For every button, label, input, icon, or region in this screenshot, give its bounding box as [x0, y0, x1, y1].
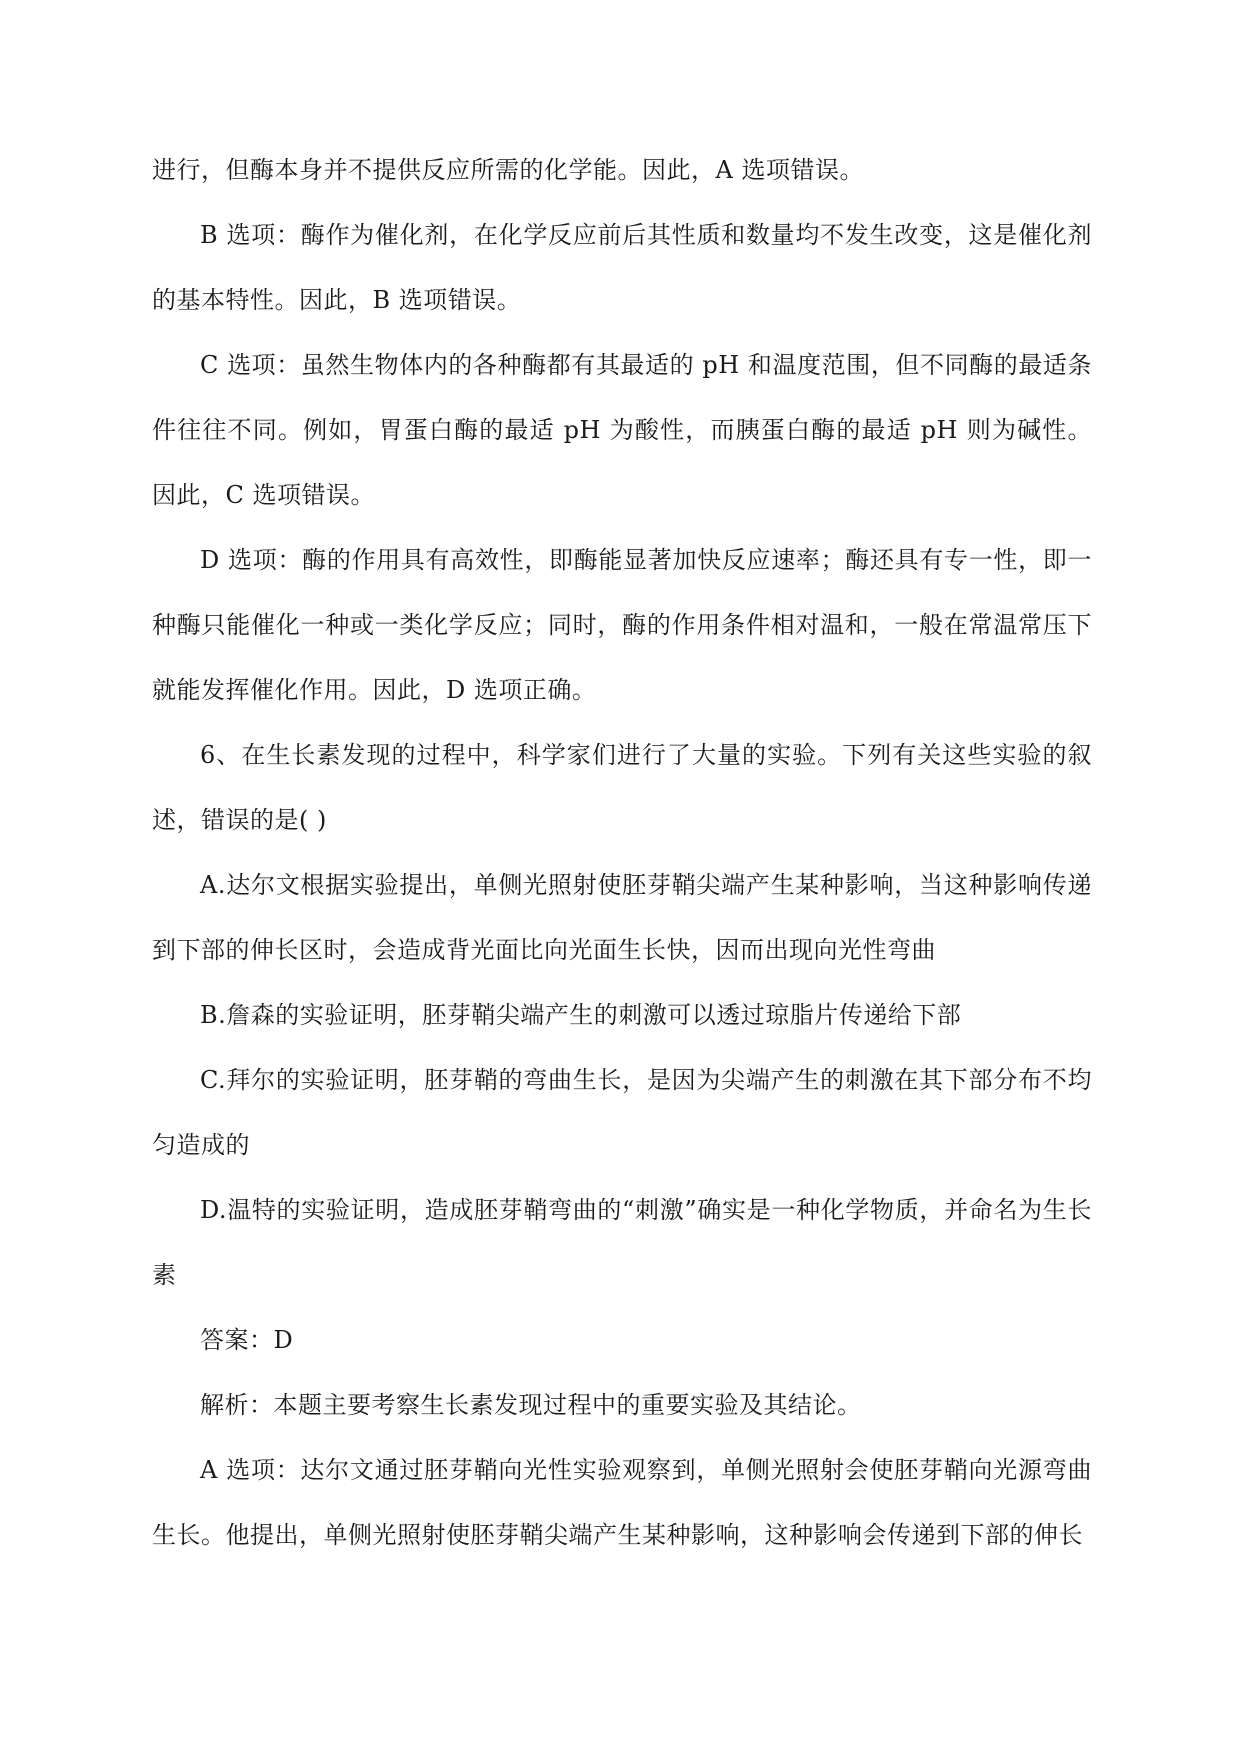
document-body: [152, 138, 1092, 1568]
paragraph-b-option: B 选项：酶作为催化剂，在化学反应前后其性质和数量均不发生改变，这是催化剂的基本特性。因此，B 选项错误。: [152, 221, 1092, 314]
question-6-choice-b: B.詹森的实验证明，胚芽鞘尖端产生的刺激可以透过琼脂片传递给下部: [200, 1001, 962, 1029]
paragraph-c-option: C 选项：虽然生物体内的各种酶都有其最适的 pH 和温度范围，但不同酶的最适条件往往不同。例如，胃蛋白酶的最适 pH 为酸性，而胰蛋白酶的最适 pH 则为碱性。因此，C 选项错误。: [152, 351, 1092, 509]
question-6-choice-c: C.拜尔的实验证明，胚芽鞘的弯曲生长，是因为尖端产生的刺激在其下部分布不均匀造成的: [152, 1066, 1092, 1159]
paragraph-d-option: D 选项：酶的作用具有高效性，即酶能显著加快反应速率；酶还具有专一性，即一种酶只能催化一种或一类化学反应；同时，酶的作用条件相对温和，一般在常温常压下就能发挥催化作用。因此，D 选项正确。: [152, 546, 1092, 704]
paragraph-a-option-continuation: 进行，但酶本身并不提供反应所需的化学能。因此，A 选项错误。: [152, 156, 864, 184]
analysis-a-option: A 选项：达尔文通过胚芽鞘向光性实验观察到，单侧光照射会使胚芽鞘向光源弯曲生长。他提出，单侧光照射使胚芽鞘尖端产生某种影响，这种影响会传递到下部的伸长: [152, 1456, 1092, 1549]
question-6-choice-d: D.温特的实验证明，造成胚芽鞘弯曲的“刺激”确实是一种化学物质，并命名为生长素: [152, 1196, 1092, 1289]
question-6-choice-a: A.达尔文根据实验提出，单侧光照射使胚芽鞘尖端产生某种影响，当这种影响传递到下部的伸长区时，会造成背光面比向光面生长快，因而出现向光性弯曲: [152, 871, 1092, 964]
question-6-stem: 6、在生长素发现的过程中，科学家们进行了大量的实验。下列有关这些实验的叙述，错误的是( ): [152, 741, 1092, 834]
answer-line: 答案：D: [200, 1326, 294, 1354]
analysis-intro: 解析：本题主要考察生长素发现过程中的重要实验及其结论。: [200, 1391, 862, 1419]
